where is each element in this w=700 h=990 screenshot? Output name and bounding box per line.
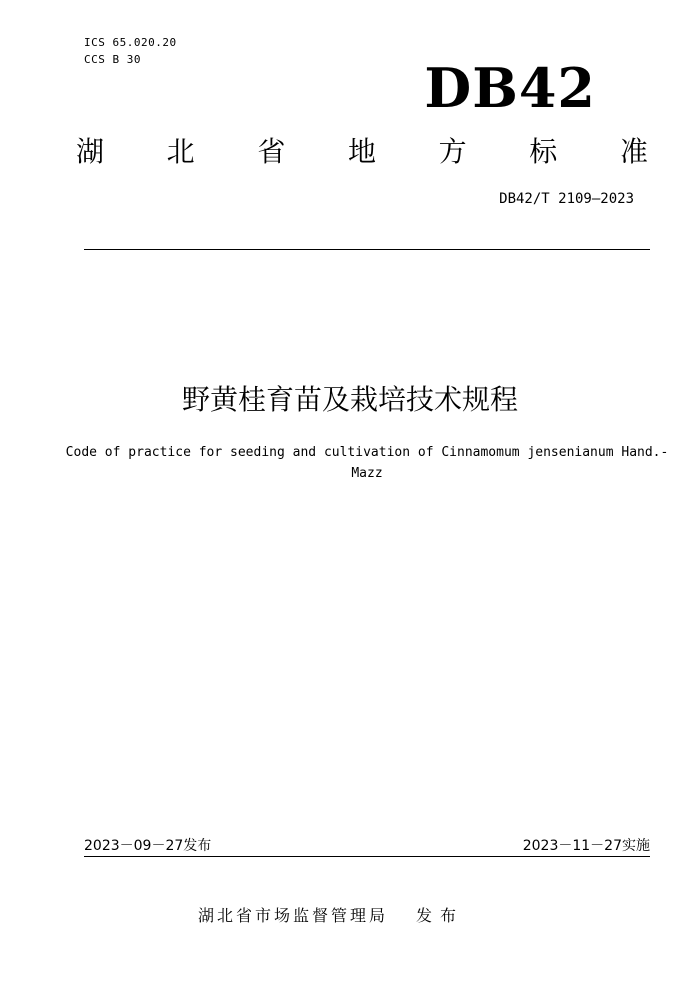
standard-code-logo: DB42 xyxy=(424,56,596,120)
ccs-code: CCS B 30 xyxy=(84,53,141,66)
document-title-english: Code of practice for seeding and cultivation of Cinnamomum jensenianum Hand.-Mazz xyxy=(65,445,669,481)
header-divider xyxy=(84,249,650,250)
implementation-date: 2023－11－27实施 xyxy=(522,838,650,854)
ics-code: ICS 65.020.20 xyxy=(84,36,177,49)
publisher-action: 发布 xyxy=(416,906,465,925)
standard-type-char: 标 xyxy=(529,135,558,168)
standard-type-char: 方 xyxy=(438,135,467,168)
standard-type-char: 湖 xyxy=(76,135,105,168)
standard-type-char: 准 xyxy=(619,135,648,168)
footer-divider xyxy=(84,856,650,857)
document-title-chinese: 野黄桂育苗及栽培技术规程 xyxy=(181,383,518,416)
issue-date: 2023－09－27发布 xyxy=(84,838,212,854)
publisher-name: 湖北省市场监督管理局 xyxy=(198,906,389,925)
standard-type-char: 北 xyxy=(166,135,195,168)
publisher-line xyxy=(198,903,464,926)
standard-type-char: 省 xyxy=(257,135,286,168)
standard-type-char: 地 xyxy=(347,135,376,168)
standard-type-heading xyxy=(76,134,648,170)
standard-number: DB42/T 2109—2023 xyxy=(499,191,634,207)
